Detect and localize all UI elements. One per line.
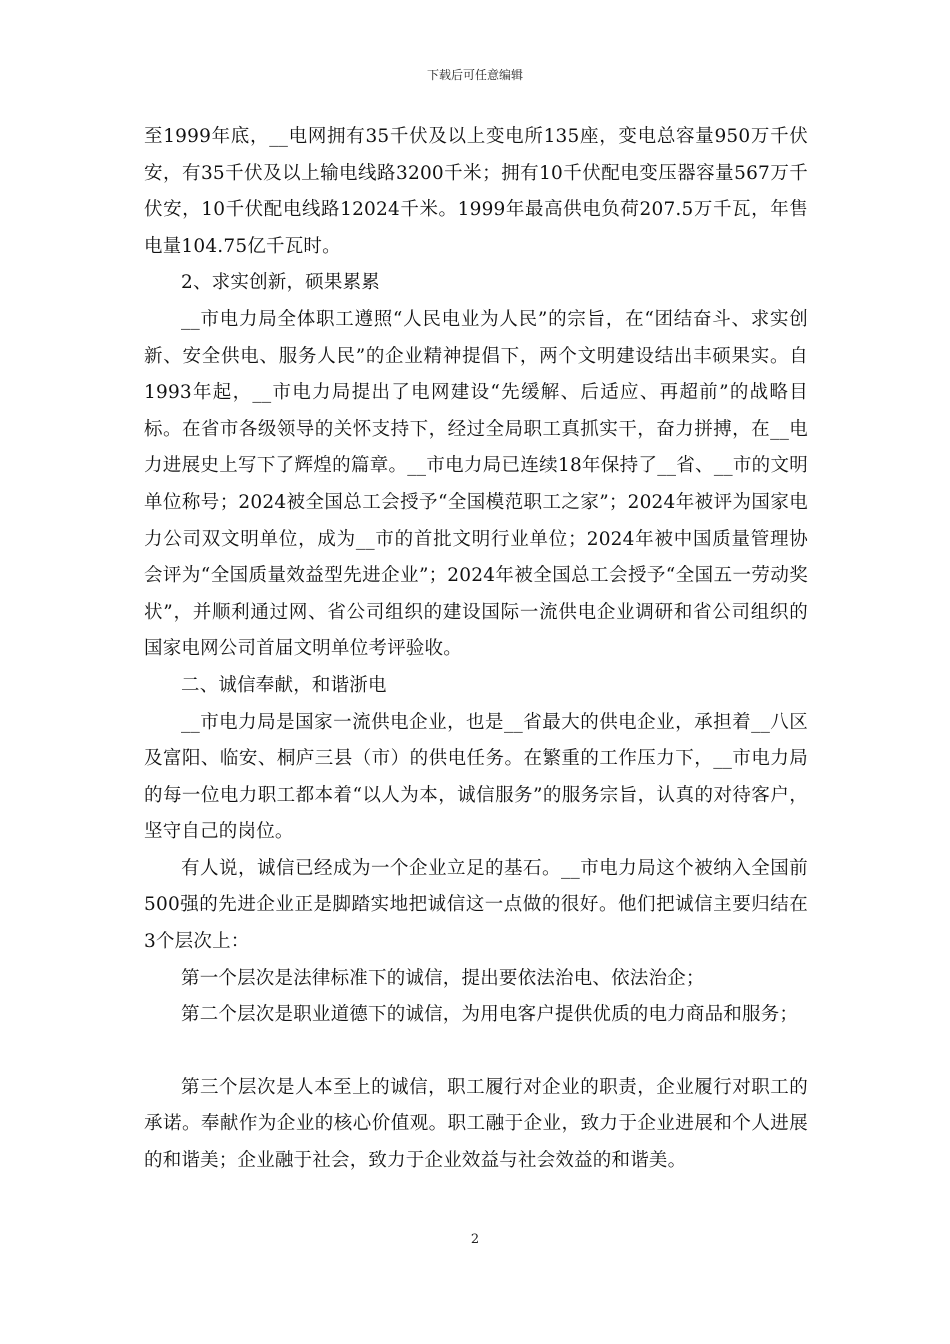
- paragraph-gap: [144, 1034, 808, 1070]
- document-body: [144, 119, 808, 1180]
- paragraph-achievements: __市电力局全体职工遵照“人民电业为人民”的宗旨，在“团结奋斗、求实创新、安全供电、服务人民”的企业精神提倡下，两个文明建设结出丰硕果实。自1993年起，__市电力局提出了电网建设“先缓解、后适应、再超前”的战略目标。在省市各级领导的关怀支持下，经过全局职工真抓实干，奋力拼搏，在__电力进展史上写下了辉煌的篇章。__市电力局已连续18年保持了__省、__市的文明单位称号；2024被全国总工会授予“全国模范职工之家”；2024年被评为国家电力公司双文明单位，成为__市的首批文明行业单位；2024年被中国质量管理协会评为“全国质量效益型先进企业”；2024年被全国总工会授予“全国五一劳动奖状”，并顺利通过网、省公司组织的建设国际一流供电企业调研和省公司组织的国家电网公司首届文明单位考评验收。: [144, 308, 808, 660]
- paragraph-integrity-levels: 有人说，诚信已经成为一个企业立足的基石。__市电力局这个被纳入全国前500强的先进企业正是脚踏实地把诚信这一点做的很好。他们把诚信主要归结在3个层次上：: [144, 857, 808, 953]
- paragraph-grid-statistics: 至1999年底，__电网拥有35千伏及以上变电所135座，变电总容量950万千伏安，有35千伏及以上输电线路3200千米；拥有10千伏配电变压器容量567万千伏安，10千伏配电线路12024千米。1999年最高供电负荷207.5万千瓦，年售电量104.75亿千瓦时。: [144, 126, 808, 257]
- page-header: 下载后可任意编辑: [426, 68, 523, 82]
- section-heading-integrity: 二、诚信奉献，和谐浙电: [181, 674, 387, 696]
- page-number: 2: [470, 1232, 480, 1247]
- section-heading-innovation: 2、求实创新，硕果累累: [181, 272, 380, 294]
- paragraph-service: __市电力局是国家一流供电企业，也是__省最大的供电企业，承担着__八区及富阳、临安、桐庐三县（市）的供电任务。在繁重的工作压力下，__市电力局的每一位电力职工都本着“以人为本，诚信服务”的服务宗旨，认真的对待客户，坚守自己的岗位。: [144, 711, 808, 843]
- list-item-level-three: 第三个层次是人本至上的诚信，职工履行对企业的职责，企业履行对职工的承诺。奉献作为企业的核心价值观。职工融于企业，致力于企业进展和个人进展的和谐美；企业融于社会，致力于企业效益与社会效益的和谐美。: [144, 1076, 808, 1172]
- list-item-level-one: 第一个层次是法律标准下的诚信，提出要依法治电、依法治企；: [181, 967, 705, 989]
- list-item-level-two: 第二个层次是职业道德下的诚信，为用电客户提供优质的电力商品和服务；: [181, 1004, 799, 1026]
